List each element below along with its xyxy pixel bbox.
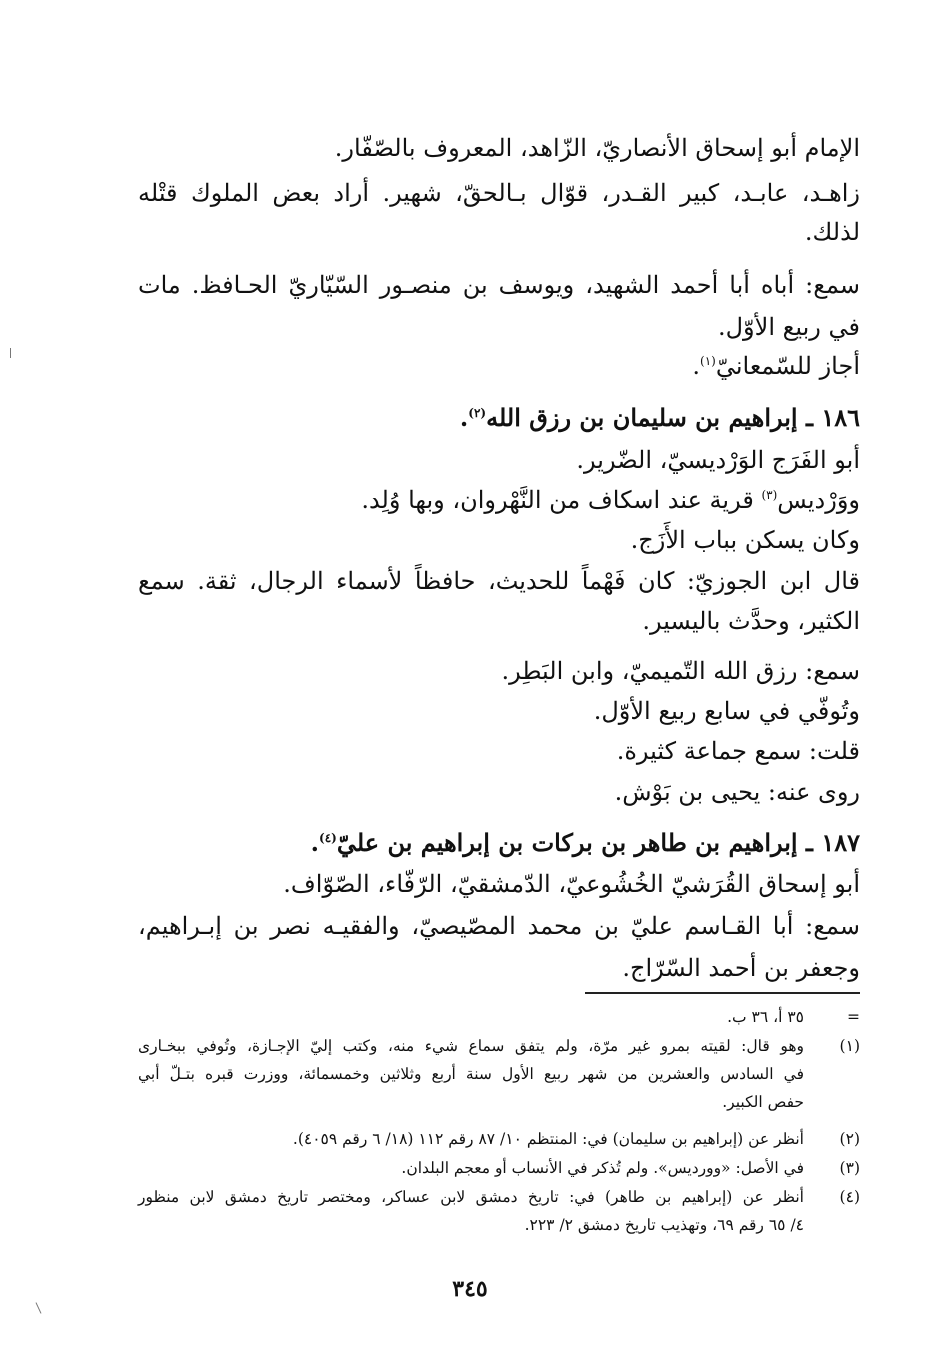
text-line xyxy=(692,348,860,384)
text-fragment: أجاز للسّمعانيّ xyxy=(715,352,860,380)
footnote-text-line: في السادس والعشرين من شهر ربيع الأول سنة أربع وثلاثين وخمسمائة، ووزرت قبره بتـلّ أبي xyxy=(138,1065,804,1083)
text-line: سمع: أبا القـاسم عليّ بن محمد المصّيصيّ، والفقيـه نصر بن إبـراهيم، xyxy=(138,912,860,940)
entry-heading-187 xyxy=(311,825,860,861)
text-line xyxy=(361,482,860,518)
punctuation: . xyxy=(692,352,701,380)
text-line: روى عنه: يحيى بن بَوْش. xyxy=(614,778,860,806)
footnote-reference: (١) xyxy=(700,354,716,368)
footnote-number: (٤) xyxy=(839,1188,860,1206)
page-number: ٣٤٥ xyxy=(452,1276,488,1302)
footnote-text: ٣٥ أ، ٣٦ ب. xyxy=(727,1008,804,1026)
footnote-3 xyxy=(138,1155,860,1181)
footnote-4 xyxy=(138,1184,860,1240)
footnote-number: (٣) xyxy=(839,1159,860,1177)
text-line: أبو الفَرَج الوَرْديسيّ، الضّرير. xyxy=(576,446,860,474)
footnote-number: (١) xyxy=(839,1037,860,1055)
heading-text: ١٨٧ ـ إبراهيم بن طاهر بن بركات بن إبراهيم بن عليّ xyxy=(336,828,860,857)
entry-heading-186 xyxy=(460,400,860,436)
footnote-text-line: حفص الكبير. xyxy=(722,1093,804,1111)
text-line: سمع: رزق الله التّميميّ، وابن البَطِر. xyxy=(501,657,860,685)
footnote-number: (٢) xyxy=(839,1130,860,1148)
text-line: أبو إسحاق القُرَشيّ الخُشُوعيّ، الدّمشقيّ، الرّفّاء، الصّوّاف. xyxy=(283,870,860,898)
footnote-1 xyxy=(138,1033,860,1117)
footnote-reference: (٤) xyxy=(319,831,337,845)
footnote-reference: (٢) xyxy=(468,406,487,420)
text-fragment: قرية عند اسكاف من النَّهْروان، وبها وُلِد. xyxy=(361,486,754,514)
footnote-text-line: وهو قال: لقيته بمرو غير مرّة، ولم يتفق سماع شيء منه، وكتب إليّ الإجـازة، وتُوفي ببخـارى xyxy=(138,1037,804,1055)
text-line: زاهـد، عابـد، كبير القـدر، قوّال بـالحقّ، شهير. أراد بعض الملوك قتْله xyxy=(138,179,860,207)
text-line: لذلك. xyxy=(804,218,860,246)
footnote-text-line: ٤/ ٦٥ رقم ٦٩، وتهذيب تاريخ دمشق ٢/ ٢٢٣. xyxy=(524,1216,804,1234)
footnote-2 xyxy=(138,1126,860,1152)
footnote-text: أنظر عن (إبراهيم بن سليمان) في: المنتظم ١٠/ ٨٧ رقم ١١٢ (١٨/ ٦ رقم ٤٠٥٩). xyxy=(292,1130,804,1148)
heading-text: ١٨٦ ـ إبراهيم بن سليمان بن رزق الله xyxy=(486,403,860,432)
text-line: وتُوفّي في سابع ربيع الأوّل. xyxy=(593,697,860,725)
text-line: وكان يسكن بباب الأَزَج. xyxy=(630,526,860,554)
scan-speck xyxy=(10,348,11,358)
footnote-text-line: أنظر عن (إبراهيم بن طاهر) في: تاريخ دمشق لابن عساكر، ومختصر تاريخ دمشق لابن منظور xyxy=(138,1188,804,1206)
punctuation: . xyxy=(459,403,469,432)
text-line: وجعفر بن أحمد السّرّاج. xyxy=(622,954,860,982)
text-line: الكثير، وحدَّث باليسير. xyxy=(642,607,860,635)
footnote-text: في الأصل: «وورديس». ولم تُذكر في الأنساب أو معجم البلدان. xyxy=(401,1159,804,1177)
footnote-continuation xyxy=(138,1004,860,1030)
footnote-reference: (٣) xyxy=(761,488,778,502)
text-line: قلت: سمع جماعة كثيرة. xyxy=(616,737,860,765)
text-line: سمع: أباه أبا أحمد الشهيد، ويوسف بن منصـور السّيّاريّ الحـافظ. مات xyxy=(138,271,860,299)
scan-speck xyxy=(36,1302,42,1313)
text-fragment: ووَرْديس xyxy=(777,486,860,514)
text-line: قال ابن الجوزيّ: كان فَهْماً للحديث، حافظاً لأسماء الرجال، ثقة. سمع xyxy=(138,567,860,595)
text-line: في ربيع الأوّل. xyxy=(717,313,860,341)
footnote-continuation-mark: = xyxy=(847,1008,860,1026)
text-line: الإمام أبو إسحاق الأنصاريّ، الزّاهد، المعروف بالصّفّار. xyxy=(334,134,860,162)
footnote-separator xyxy=(585,992,860,994)
punctuation: . xyxy=(310,828,320,857)
